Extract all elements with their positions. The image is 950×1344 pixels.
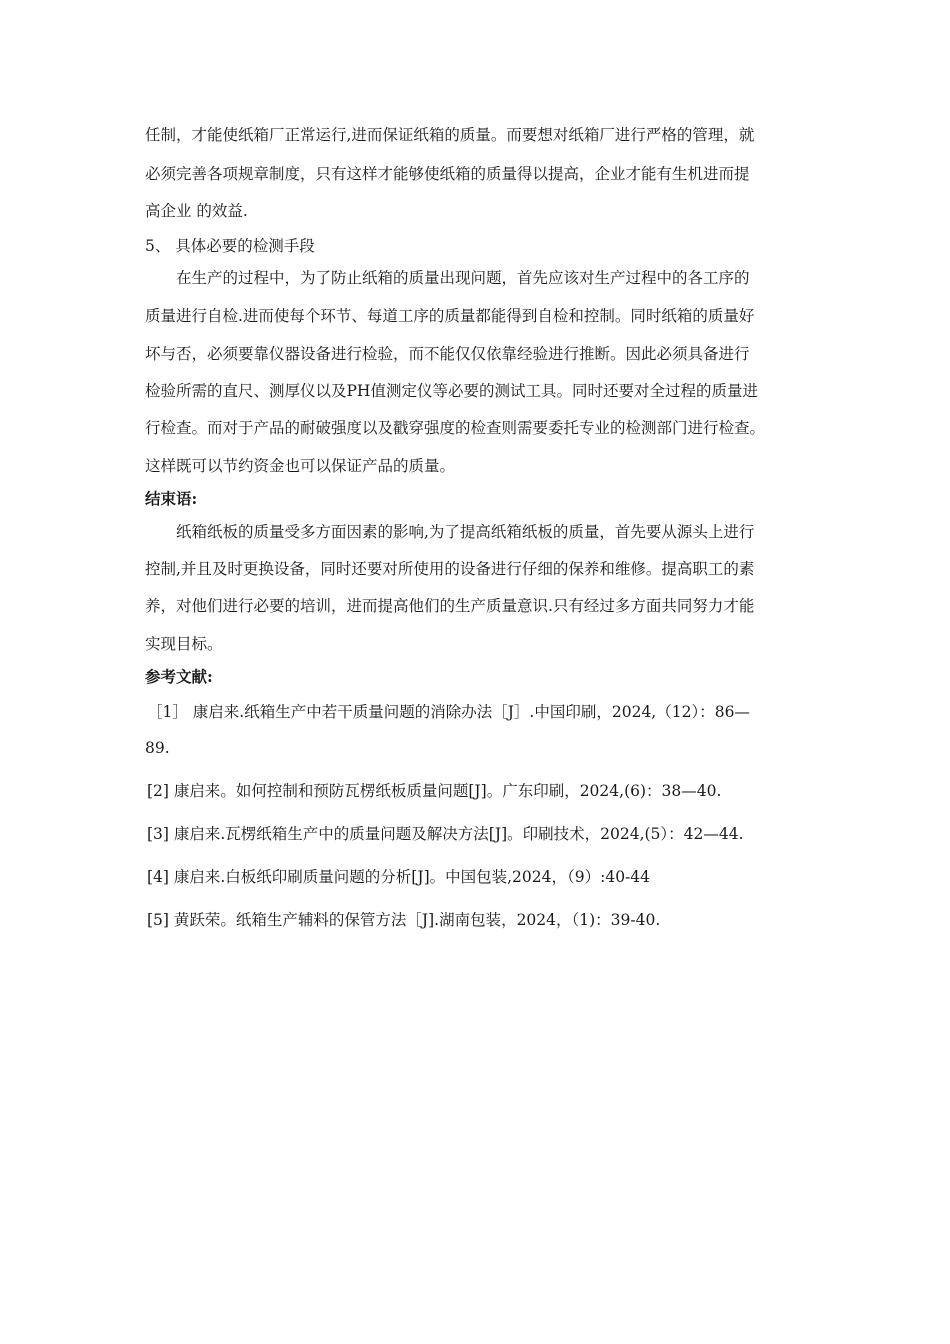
- body-text-line: 必须完善各项规章制度，只有这样才能够使纸箱的质量得以提高，企业才能有生机进而提: [145, 165, 750, 183]
- body-text-line: 在生产的过程中，为了防止纸箱的质量出现问题，首先应该对生产过程中的各工序的: [176, 269, 750, 287]
- reference-item: [3] 康启来.瓦楞纸箱生产中的质量问题及解决方法[J]。印刷技术，2024,(5）：42—44.: [147, 825, 744, 843]
- body-text-line: 实现目标。: [145, 635, 223, 653]
- section-heading: 5、 具体必要的检测手段: [145, 237, 315, 255]
- body-text-line: 纸箱纸板的质量受多方面因素的影响,为了提高纸箱纸板的质量，首先要从源头上进行: [176, 523, 755, 541]
- body-text-line: 坏与否，必须要靠仪器设备进行检验，而不能仅仅依靠经验进行推断。因此必须具备进行: [145, 345, 750, 363]
- reference-item: [4] 康启来.白板纸印刷质量问题的分析[J]。中国包装,2024，（9）:40-44: [147, 868, 651, 886]
- body-text-line: 控制,并且及时更换设备，同时还要对所使用的设备进行仔细的保养和维修。提高职工的素: [145, 560, 755, 578]
- reference-item: ［1］ 康启来.纸箱生产中若干质量问题的消除办法［J］.中国印刷，2024,（12）：86—: [147, 703, 750, 721]
- body-text-line: 这样既可以节约资金也可以保证产品的质量。: [145, 457, 456, 475]
- body-text-line: 高企业 的效益.: [145, 202, 248, 220]
- reference-item: [2] 康启来。如何控制和预防瓦楞纸板质量问题[J]。广东印刷，2024,(6)：38—40.: [147, 782, 722, 800]
- reference-item: [5] 黄跃荣。纸箱生产辅料的保管方法［J].湖南包装，2024，（1)：39-40.: [147, 911, 661, 929]
- conclusion-heading: 结束语:: [145, 489, 198, 508]
- reference-item: 89.: [145, 739, 170, 757]
- body-text-line: 质量进行自检.进而使每个环节、每道工序的质量都能得到自检和控制。同时纸箱的质量好: [145, 307, 755, 325]
- body-text-line: 任制，才能使纸箱厂正常运行,进而保证纸箱的质量。而要想对纸箱厂进行严格的管理，就: [145, 126, 755, 144]
- body-text-line: 养，对他们进行必要的培训，进而提高他们的生产质量意识.只有经过多方面共同努力才能: [145, 597, 755, 615]
- body-text-line: 行检查。而对于产品的耐破强度以及戳穿强度的检查则需要委托专业的检测部门进行检查。: [145, 419, 766, 437]
- references-heading: 参考文献:: [145, 667, 213, 686]
- body-text-line: 检验所需的直尺、测厚仪以及PH值测定仪等必要的测试工具。同时还要对全过程的质量进: [145, 382, 758, 400]
